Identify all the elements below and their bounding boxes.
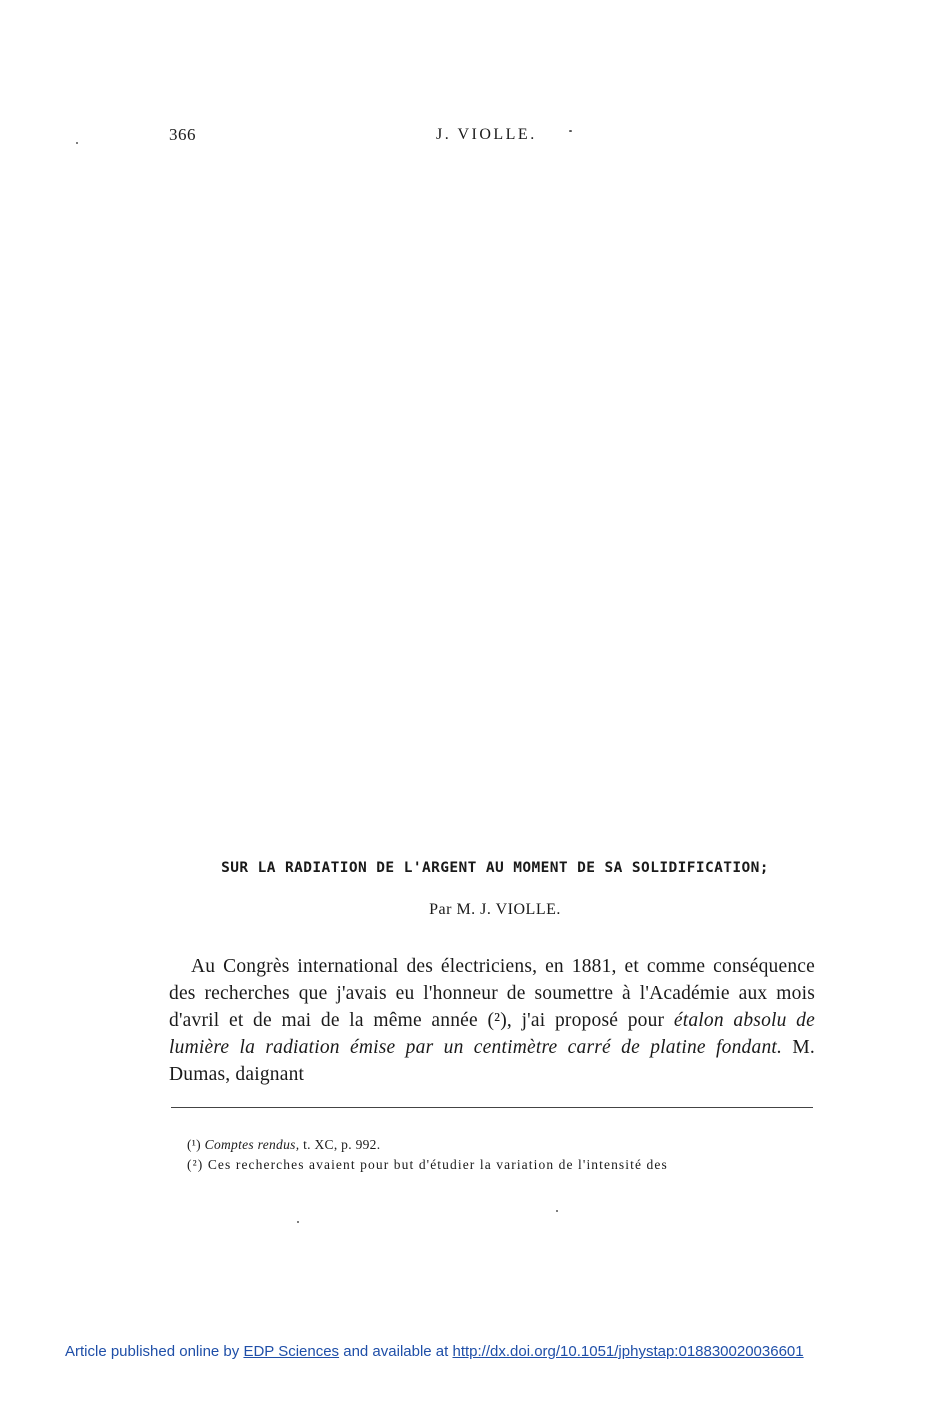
footnote-2-marker: (²): [187, 1157, 204, 1172]
publication-footer: [65, 1343, 925, 1360]
running-head: [0, 125, 930, 149]
byline: Par M. J. VIOLLE.: [429, 901, 561, 918]
scan-speck: [569, 130, 572, 132]
running-title: J. VIOLLE.: [436, 126, 537, 143]
scan-speck: [556, 1210, 558, 1212]
body-text-part1: Au Congrès international des électriciens, en 1881, et comme conséquence des recherches que j'avais eu l'honneur de soumettre à l'Académie aux mois d'avril et de mai de la même année (²), j'ai proposé pour: [169, 956, 815, 1031]
footnote-rule: [171, 1107, 813, 1108]
body-text-part2: M. Dumas, daignant: [169, 1037, 815, 1085]
body-paragraph: [169, 953, 815, 1088]
footnote-2: [187, 1155, 817, 1175]
scan-speck: [297, 1221, 299, 1223]
scan-speck: [76, 142, 78, 144]
page-number: 366: [169, 125, 196, 144]
body-text-italic: étalon absolu de lumière la radiation émise par un centimètre carré de platine fondant.: [169, 1010, 815, 1058]
footnote-1: [187, 1135, 817, 1155]
doi-link[interactable]: http://dx.doi.org/10.1051/jphystap:018830020036601: [452, 1343, 804, 1360]
article-title: SUR LA RADIATION DE L'ARGENT AU MOMENT DE SA SOLIDIFICATION;: [221, 860, 769, 876]
footnote-1-italic: Comptes rendus,: [204, 1137, 300, 1152]
footnote-2-text: Ces recherches avaient pour but d'étudier la variation de l'intensité des: [207, 1157, 668, 1172]
footnote-1-text: t. XC, p. 992.: [299, 1137, 381, 1152]
footer-prefix: Article published online by: [65, 1343, 244, 1360]
publisher-link[interactable]: EDP Sciences: [243, 1343, 340, 1360]
footer-middle: and available at: [339, 1343, 453, 1360]
footnote-1-marker: (¹): [187, 1137, 201, 1152]
footnotes: [187, 1135, 817, 1175]
